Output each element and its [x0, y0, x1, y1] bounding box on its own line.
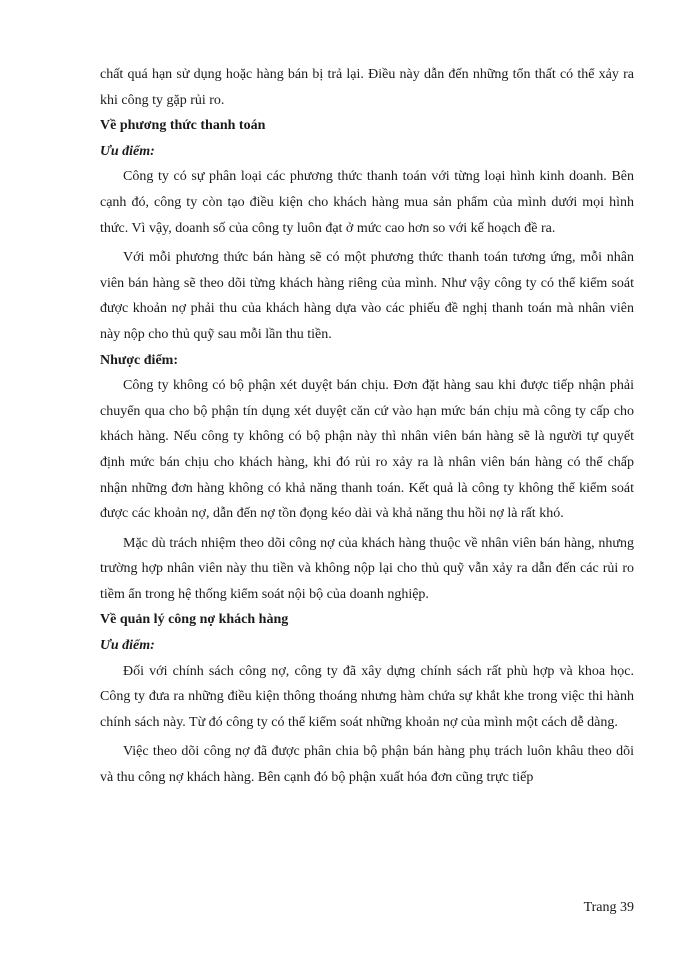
- paragraph: Công ty có sự phân loại các phương thức thanh toán với từng loại hình kinh doanh. Bên cạnh đó, công ty còn tạo điều kiện cho khách hàng mua sản phẩm của mình dưới mọi hình thức. Vì vậy, doanh số của công ty luôn đạt ở mức cao hơn so với kế hoạch đề ra.: [100, 169, 634, 236]
- subheading-advantages: Ưu điểm:: [100, 143, 155, 159]
- heading-payment-method: Về phương thức thanh toán: [100, 118, 266, 134]
- paragraph: Việc theo dõi công nợ đã được phân chia bộ phận bán hàng phụ trách luôn khâu theo dõi và thu công nợ khách hàng. Bên cạnh đó bộ phận xuất hóa đơn cũng trực tiếp: [100, 744, 634, 786]
- subheading-disadvantages: Nhược điểm:: [100, 352, 178, 368]
- paragraph: Đối với chính sách công nợ, công ty đã xây dựng chính sách rất phù hợp và khoa học. Công ty đưa ra những điều kiện thông thoáng nhưng hàm chứa sự khắt khe trong việc thi hành chính sách này. Từ đó công ty có thể kiểm soát những khoản nợ của mình một cách dễ dàng.: [100, 663, 634, 730]
- paragraph: Với mỗi phương thức bán hàng sẽ có một phương thức thanh toán tương ứng, mỗi nhân viên bán hàng sẽ theo dõi từng khách hàng riêng của mình. Như vậy công ty có thể kiểm soát được khoản nợ phải thu của khách hàng dựa vào các phiếu đề nghị thanh toán mà nhân viên này nộp cho thủ quỹ sau mỗi lần thu tiền.: [100, 250, 634, 342]
- page-number: Trang 39: [583, 900, 634, 915]
- paragraph: Công ty không có bộ phận xét duyệt bán chịu. Đơn đặt hàng sau khi được tiếp nhận phải chuyển qua cho bộ phận tín dụng xét duyệt căn cứ vào hạn mức bán chịu mà công ty cấp cho khách hàng. Nếu công ty không có bộ phận này thì nhân viên bán hàng sẽ là người tự quyết định mức bán chịu cho khách hàng, khi đó rủi ro xảy ra là nhân viên bán hàng có thể chấp nhận những đơn hàng không có khả năng thanh toán. Kết quả là công ty không thể kiểm soát được các khoản nợ, dẫn đến nợ tồn đọng kéo dài và khả năng thu hồi nợ là rất khó.: [100, 378, 634, 522]
- paragraph: Mặc dù trách nhiệm theo dõi công nợ của khách hàng thuộc về nhân viên bán hàng, nhưng trường hợp nhân viên này thu tiền và không nộp lại cho thủ quỹ vẫn xảy ra dẫn đến các rủi ro tiềm ẩn trong hệ thống kiểm soát nội bộ của doanh nghiệp.: [100, 535, 634, 602]
- heading-receivables: Về quản lý công nợ khách hàng: [100, 612, 289, 628]
- paragraph-continuation: chất quá hạn sử dụng hoặc hàng bán bị trả lại. Điều này dẫn đến những tổn thất có thể xảy ra khi công ty gặp rủi ro.: [100, 67, 634, 108]
- subheading-advantages: Ưu điểm:: [100, 638, 155, 654]
- document-page: [100, 62, 634, 791]
